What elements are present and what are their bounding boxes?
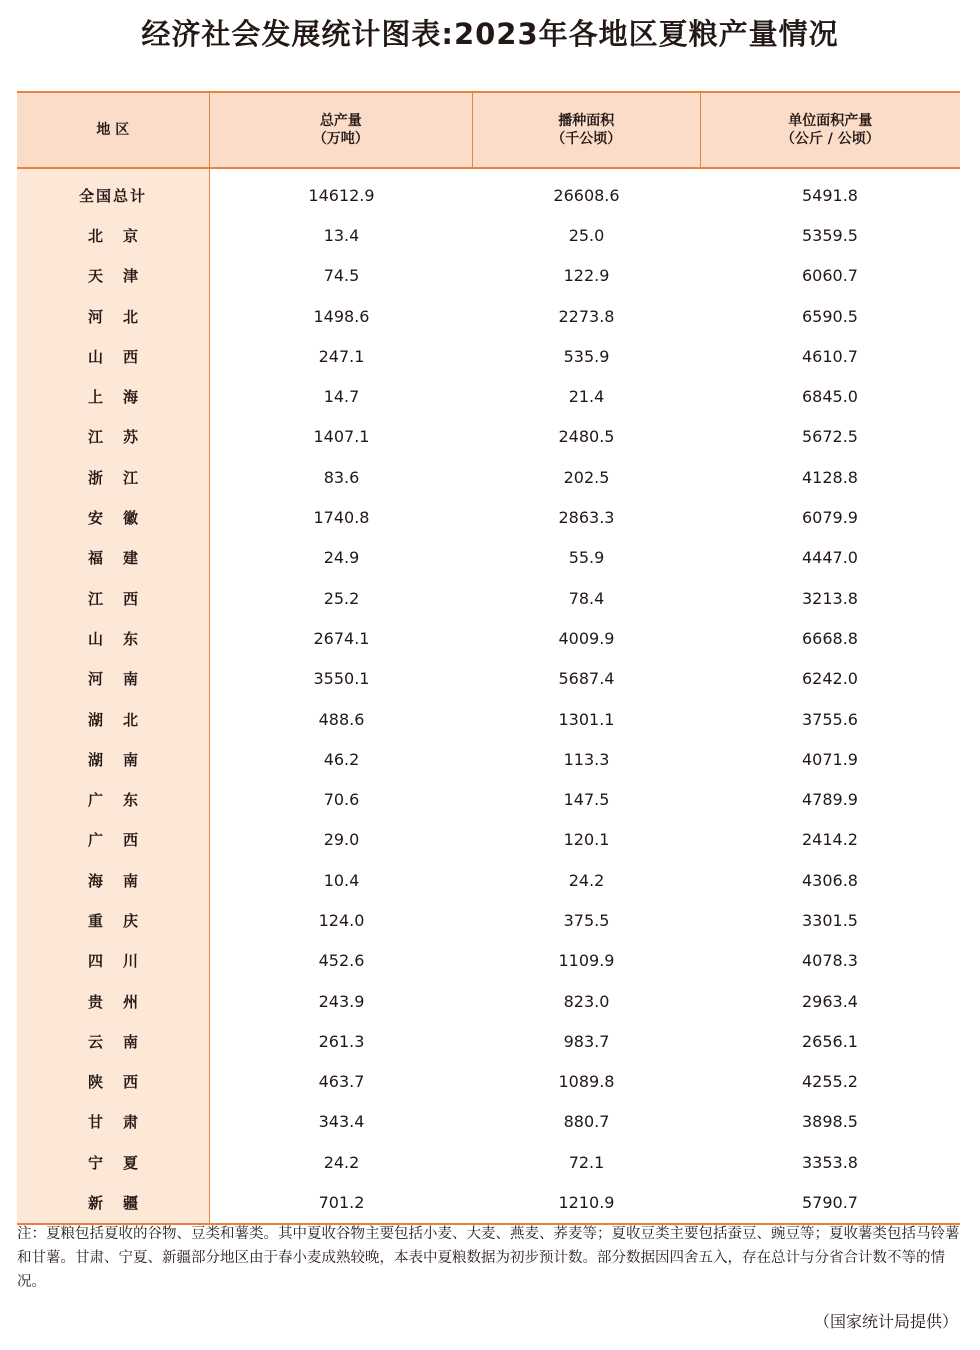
region-name: 江西	[87, 589, 158, 608]
region-name: 湖北	[87, 710, 158, 729]
table-row	[210, 215, 960, 255]
area-cell: 1089.8	[558, 1072, 615, 1092]
table-row	[210, 941, 960, 981]
yield-cell: 3213.8	[802, 588, 858, 608]
area-cell: 2480.5	[558, 427, 615, 447]
region-name: 天津	[87, 267, 158, 286]
table-row	[210, 296, 960, 336]
region-name: 浙江	[87, 468, 158, 487]
area-cell: 1210.9	[558, 1193, 615, 1213]
area-cell: 5687.4	[558, 669, 615, 689]
area-cell: 24.2	[568, 870, 605, 890]
header-area	[473, 93, 701, 167]
table-row	[210, 538, 960, 578]
yield-cell: 3898.5	[802, 1112, 858, 1132]
header-area-label: 播种面积	[558, 113, 615, 129]
header-yield-unit: （公斤 / 公顷）	[780, 131, 880, 147]
table-row	[210, 1021, 960, 1061]
output-cell: 10.4	[323, 870, 360, 890]
region-name: 江苏	[87, 428, 158, 447]
area-cell: 1301.1	[558, 709, 615, 729]
region-name: 贵州	[87, 992, 158, 1011]
region-name: 北京	[87, 226, 158, 245]
output-cell: 261.3	[318, 1031, 365, 1051]
values-columns	[210, 169, 960, 1223]
area-cell: 823.0	[563, 991, 610, 1011]
yield-cell: 5790.7	[802, 1193, 858, 1213]
area-cell: 4009.9	[558, 628, 615, 648]
table-body	[17, 169, 960, 1223]
output-cell: 243.9	[318, 991, 365, 1011]
output-cell: 488.6	[318, 709, 365, 729]
output-cell: 70.6	[323, 790, 360, 810]
yield-cell: 4306.8	[802, 870, 858, 890]
table-row	[210, 618, 960, 658]
output-cell: 24.2	[323, 1152, 360, 1172]
region-name: 广西	[87, 831, 158, 850]
yield-cell: 2656.1	[802, 1031, 858, 1051]
area-cell: 21.4	[568, 387, 605, 407]
area-cell: 113.3	[563, 749, 610, 769]
table-header	[17, 93, 960, 169]
yield-cell: 3353.8	[802, 1152, 858, 1172]
header-output-label: 总产量	[319, 113, 362, 129]
yield-cell: 4255.2	[802, 1072, 858, 1092]
table-row	[210, 578, 960, 618]
area-cell: 147.5	[563, 790, 610, 810]
region-name: 云南	[87, 1032, 158, 1051]
table-row	[210, 457, 960, 497]
output-cell: 701.2	[318, 1193, 365, 1213]
output-cell: 83.6	[323, 467, 360, 487]
footnote: 注：夏粮包括夏收的谷物、豆类和薯类。其中夏收谷物主要包括小麦、大麦、燕麦、荞麦等；夏收豆类主要包括蚕豆、豌豆等；夏收薯类包括马铃薯和甘薯。甘肃、宁夏、新疆部分地区由于春小麦成熟较晚，本表中夏粮数据为初步预计数。部分数据因四舍五入，存在总计与分省合计数不等的情况。	[17, 1226, 960, 1290]
output-cell: 343.4	[318, 1112, 365, 1132]
area-cell: 880.7	[563, 1112, 610, 1132]
region-name: 宁夏	[87, 1153, 158, 1172]
output-cell: 25.2	[323, 588, 360, 608]
yield-cell: 5672.5	[802, 427, 858, 447]
header-output	[210, 93, 473, 167]
output-cell: 24.9	[323, 548, 360, 568]
table-row	[210, 739, 960, 779]
table-row	[210, 1142, 960, 1182]
output-cell: 2674.1	[313, 628, 370, 648]
output-cell: 74.5	[323, 266, 360, 286]
output-cell: 46.2	[323, 749, 360, 769]
yield-cell: 5491.8	[802, 185, 858, 205]
area-cell: 202.5	[563, 467, 610, 487]
region-column	[17, 169, 210, 1223]
area-cell: 55.9	[568, 548, 605, 568]
region-name: 四川	[87, 952, 158, 971]
area-cell: 535.9	[563, 346, 610, 366]
output-cell: 29.0	[323, 830, 360, 850]
yield-cell: 4610.7	[802, 346, 858, 366]
area-cell: 2863.3	[558, 508, 615, 528]
table-row	[210, 1102, 960, 1142]
table-row	[210, 1062, 960, 1102]
area-cell: 72.1	[568, 1152, 605, 1172]
area-cell: 122.9	[563, 266, 610, 286]
table-row	[210, 417, 960, 457]
yield-cell: 6079.9	[802, 508, 858, 528]
yield-cell: 6668.8	[802, 628, 858, 648]
region-name: 河南	[87, 670, 158, 689]
output-cell: 13.4	[323, 225, 360, 245]
area-cell: 25.0	[568, 225, 605, 245]
region-name: 福建	[87, 549, 158, 568]
yield-cell: 2414.2	[802, 830, 858, 850]
table-row	[210, 175, 960, 215]
region-name: 上海	[87, 388, 158, 407]
region-name: 全国总计	[78, 186, 147, 205]
table-row	[210, 860, 960, 900]
output-cell: 3550.1	[313, 669, 370, 689]
header-output-unit: （万吨）	[312, 131, 369, 147]
output-cell: 14.7	[323, 387, 360, 407]
table-row	[210, 497, 960, 537]
output-cell: 463.7	[318, 1072, 365, 1092]
output-cell: 1740.8	[313, 508, 370, 528]
table-row	[210, 1182, 960, 1222]
region-name: 甘肃	[87, 1113, 158, 1132]
output-cell: 247.1	[318, 346, 365, 366]
page-title: 经济社会发展统计图表:2023年各地区夏粮产量情况	[141, 17, 839, 51]
data-table	[17, 91, 960, 1225]
table-row	[210, 336, 960, 376]
area-cell: 26608.6	[553, 185, 620, 205]
output-cell: 1407.1	[313, 427, 370, 447]
region-name: 安徽	[87, 509, 158, 528]
region-name: 河北	[87, 307, 158, 326]
yield-cell: 3755.6	[802, 709, 858, 729]
area-cell: 375.5	[563, 910, 610, 930]
yield-cell: 4789.9	[802, 790, 858, 810]
yield-cell: 4128.8	[802, 467, 858, 487]
region-name: 湖南	[87, 750, 158, 769]
area-cell: 1109.9	[558, 951, 615, 971]
header-area-unit: （千公顷）	[551, 131, 622, 147]
area-cell: 120.1	[563, 830, 610, 850]
header-region-label: 地 区	[96, 122, 130, 138]
output-cell: 452.6	[318, 951, 365, 971]
table-row	[210, 900, 960, 940]
yield-cell: 5359.5	[802, 225, 858, 245]
area-cell: 2273.8	[558, 306, 615, 326]
yield-cell: 4071.9	[802, 749, 858, 769]
yield-cell: 3301.5	[802, 910, 858, 930]
area-cell: 983.7	[563, 1031, 610, 1051]
yield-cell: 6242.0	[802, 669, 858, 689]
yield-cell: 6060.7	[802, 266, 858, 286]
region-name: 重庆	[87, 911, 158, 930]
yield-cell: 4078.3	[802, 951, 858, 971]
table-row	[210, 820, 960, 860]
output-cell: 1498.6	[313, 306, 370, 326]
table-row	[210, 981, 960, 1021]
header-yield	[701, 93, 960, 167]
header-yield-label: 单位面积产量	[788, 113, 873, 129]
region-name: 广东	[87, 791, 158, 810]
output-cell: 14612.9	[308, 185, 375, 205]
table-row	[210, 779, 960, 819]
source-credit: （国家统计局提供）	[813, 1312, 958, 1331]
table-row	[210, 699, 960, 739]
table-row	[210, 256, 960, 296]
region-name: 陕西	[87, 1073, 158, 1092]
region-name: 海南	[87, 871, 158, 890]
area-cell: 78.4	[568, 588, 605, 608]
yield-cell: 4447.0	[802, 548, 858, 568]
region-name: 山东	[87, 629, 158, 648]
yield-cell: 6590.5	[802, 306, 858, 326]
header-region	[17, 93, 210, 167]
table-row	[210, 659, 960, 699]
yield-cell: 2963.4	[802, 991, 858, 1011]
region-name: 山西	[87, 347, 158, 366]
table-row	[210, 376, 960, 416]
yield-cell: 6845.0	[802, 387, 858, 407]
output-cell: 124.0	[318, 910, 365, 930]
region-name: 新疆	[87, 1194, 158, 1213]
